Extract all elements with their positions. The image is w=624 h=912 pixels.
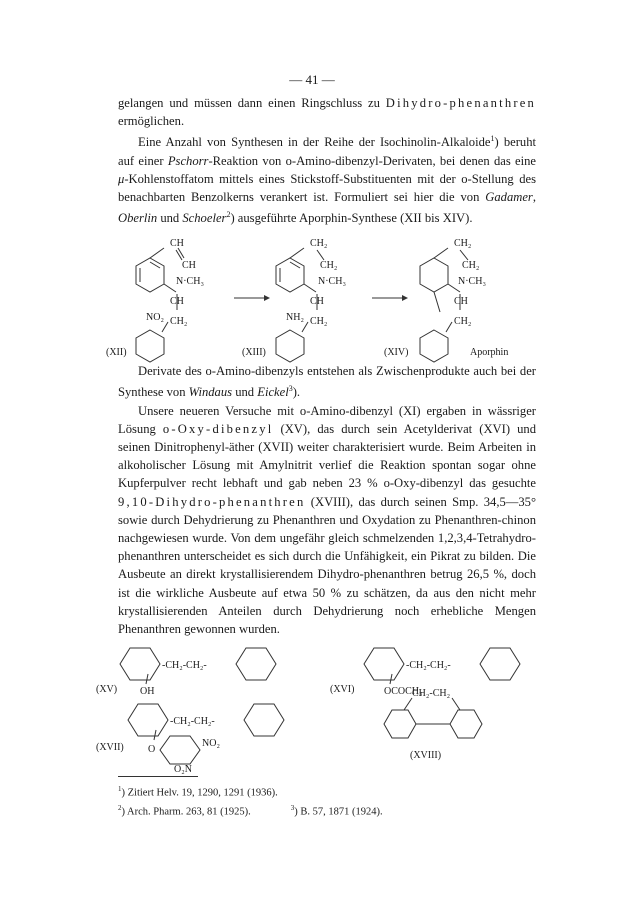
atom-label: CH₂ (170, 316, 188, 327)
author-name: Pschorr (167, 153, 209, 168)
spaced-term: Dihydro-phenanthren (385, 96, 536, 110)
text: Eine Anzahl von Synthesen in der Reihe der Isochinolin-Alkaloide (138, 135, 491, 150)
footnote-text: ) Zitiert Helv. 19, 1290, 1291 (1936). (121, 787, 278, 799)
text: Unsere neueren Versuche mit o-Amino-dibenzyl (XI) ergaben in wässriger Lösung (118, 403, 536, 436)
atom-label: CH (310, 296, 324, 307)
author-name: Gadamer (485, 190, 533, 205)
atom-label: CH (454, 296, 468, 307)
footnote-text: ) B. 57, 1871 (1924). (294, 806, 383, 817)
atom-label: CH₂ (454, 316, 472, 327)
arrow-head-icon (402, 295, 408, 301)
dibenzyl-structures (0, 632, 624, 775)
author-name: Schoeler (182, 211, 227, 226)
footnote-1 (118, 782, 538, 801)
author-name: Windaus (188, 385, 233, 400)
atom-label: CH₂ (320, 260, 338, 271)
atom-label: OCOCH₃ (384, 686, 423, 697)
text: , (532, 190, 536, 205)
atom-label: CH₂ (454, 238, 472, 249)
arrow-head-icon (264, 295, 270, 301)
compound-label: (XVI) (330, 684, 355, 695)
text: -Kohlenstoffatom mittels eines Stickstoff-Substituenten mit der o-Stellung des benachbarten Benzolkerns verankert ist. Formuliert sei hier die von (118, 172, 536, 205)
structure-xviii (384, 688, 482, 761)
paragraph-intro (118, 94, 536, 228)
footnote-rule (118, 776, 198, 777)
text: ) ausgeführte Aporphin-Synthese (XII bis XIV). (230, 211, 473, 226)
aporphin-synthesis-scheme (0, 228, 624, 368)
footnote-2-3 (118, 801, 538, 820)
text: (XV), das durch sein Acetylderivat (XVI) und seinen Dinitrophenyl-äther (XVII) weiter charakterisiert wurde. Beim Arbeiten in alkoholischer Lösung mit Amylnitrit verlief die Reaktion spontan sogar ohne Kupferpulver recht lebhaft und gab neben 23 % o-Oxy-dibenzyl das gesuchte (118, 421, 536, 491)
author-name: Eickel (257, 385, 289, 400)
page-number: — 41 — (289, 72, 335, 87)
text: ) beruht auf einer (118, 135, 537, 168)
greek-mu: μ (118, 172, 125, 186)
compound-name: Aporphin (470, 347, 509, 358)
text: Derivate des o-Amino-dibenzyls entstehen als Zwischenprodukte auch bei der Synthese von (118, 364, 536, 400)
text: -Reaktion von o-Amino-dibenzyl-Derivaten, bei denen das eine (208, 153, 537, 168)
atom-label: OH (140, 686, 155, 697)
atom-label: O₂N (174, 764, 192, 775)
chain-label: -CH₂-CH₂- (170, 716, 215, 727)
compound-label: (XIII) (242, 347, 266, 358)
atom-label: CH₂ (310, 238, 328, 249)
footnote-mark: 1 (118, 785, 122, 793)
text: und (157, 211, 183, 226)
chain-label: -CH₂-CH₂- (406, 660, 451, 671)
atom-label: N·CH₃ (458, 276, 486, 287)
footnote-mark: 3 (290, 803, 295, 812)
compound-label: (XVII) (96, 742, 124, 753)
footnote-ref: 3 (288, 384, 293, 394)
atom-label: CH₂ (462, 260, 480, 271)
atom-label: NO₂ (202, 738, 220, 749)
chain-label: CH₂-CH₂ (412, 688, 451, 699)
compound-label: (XII) (106, 347, 127, 358)
text: und (232, 385, 258, 400)
paragraph-body (118, 362, 536, 638)
footnotes (118, 782, 538, 819)
spaced-term: 9,10-Dihydro-phenanthren (118, 494, 306, 509)
atom-label: NH₂ (286, 312, 304, 323)
compound-label: (XV) (96, 684, 118, 695)
structure-xvii (96, 704, 284, 775)
atom-label: N·CH₃ (176, 276, 204, 287)
compound-label: (XVIII) (410, 750, 442, 761)
structure-xii (106, 238, 204, 362)
compound-label: (XIV) (384, 347, 409, 358)
text: ermöglichen. (118, 114, 185, 129)
text: (XVIII), das durch seinen Smp. 34,5—35° sowie durch Dehydrierung zu Phenanthren und Oxydation zu Phenanthren-chinon nachgewiesen wurde. Von dem ungefähr gleich schmelzenden 1,2,3,4-Tetrahydro-phenanthren unterscheidet es sich durch die Unfähigkeit, ein Pikrat zu bilden. Die Ausbeute an direkt krystallisierendem Dihydro-phenanthren betrug 26,5 %, doch ist die wirkliche Ausbeute auf etwa 50 % zu schätzen, da aus den nicht mehr krystallisierenden Anteilen durch Dehydrierung noch erhebliche Mengen Phenanthren gewonnen wurden. (118, 494, 536, 637)
structure-xv (96, 648, 276, 697)
atom-label: CH₂ (310, 316, 328, 327)
atom-label: CH (170, 238, 184, 249)
footnote-ref: 1 (490, 134, 495, 144)
author-name: Oberlin (118, 211, 158, 226)
chain-label: -CH₂-CH₂- (162, 660, 207, 671)
footnote-mark: 2 (118, 803, 122, 812)
footnote-ref: 2 (226, 210, 231, 220)
atom-label: CH (182, 260, 196, 271)
structure-xiii (242, 238, 346, 362)
atom-label: NO₂ (146, 312, 164, 323)
atom-label: CH (170, 296, 184, 307)
text: ). (292, 385, 301, 400)
atom-label: O (148, 744, 156, 755)
atom-label: N·CH₃ (318, 276, 346, 287)
spaced-term: o-Oxy-dibenzyl (162, 421, 274, 436)
text: gelangen und müssen dann einen Ringschluss zu (118, 96, 386, 110)
footnote-text: ) Arch. Pharm. 263, 81 (1925). (121, 806, 251, 817)
